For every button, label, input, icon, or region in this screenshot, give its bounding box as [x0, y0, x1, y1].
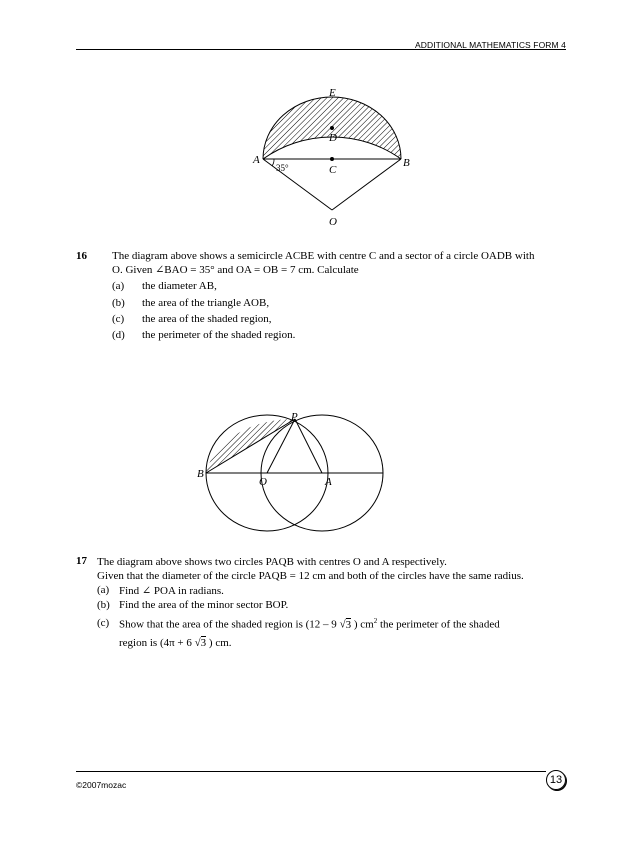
label-a: A [253, 154, 260, 166]
q17-part-c-text-a: Show that the area of the shaded region is (12 – 9 [119, 618, 340, 631]
point-c [330, 157, 334, 161]
q17-part-c-label: (c) [97, 617, 110, 629]
q16-part-c-text: the area of the shaded region, [142, 313, 272, 325]
q17-part-b-text: Find the area of the minor sector BOP. [119, 599, 289, 611]
q17-part-c-line2-root: 3 [200, 637, 207, 649]
point-d [330, 126, 334, 130]
q17-part-c-text [119, 617, 500, 631]
footer-rule [76, 771, 546, 772]
q17-number: 17 [76, 555, 87, 567]
q16-part-b-label: (b) [112, 297, 125, 309]
page-number-badge: 13 [546, 770, 566, 790]
q16-part-b-text: the area of the triangle AOB, [142, 297, 270, 309]
label-angle: 35° [276, 163, 289, 173]
q17-part-b-label: (b) [97, 599, 110, 611]
q16-number: 16 [76, 250, 87, 262]
q16-line-2: O. Given ∠BAO = 35° and OA = OB = 7 cm. Calculate [112, 264, 359, 276]
q17-part-c-line2-b: ) cm. [206, 637, 232, 649]
q16-part-a-text: the diameter AB, [142, 280, 217, 292]
footer-copyright: ©2007mozac [76, 780, 127, 790]
chord-bp [206, 419, 295, 473]
figure-2-diagram [0, 400, 638, 550]
q16-part-a-label: (a) [112, 280, 125, 292]
label-a2: A [325, 476, 332, 488]
label-d: D [329, 132, 337, 144]
q17-part-c-text-c: the perimeter of the shaded [377, 618, 500, 631]
q17-part-c-root: 3 [345, 618, 352, 631]
radius-oa [263, 159, 332, 210]
angle-arc [272, 159, 274, 166]
q17-part-c-line2-a: region is (4π + 6 [119, 637, 195, 649]
q16-line-1: The diagram above shows a semicircle ACBE with centre C and a sector of a circle OADB with [112, 250, 535, 262]
header-title: ADDITIONAL MATHEMATICS FORM 4 [414, 40, 566, 50]
label-b: B [403, 157, 410, 169]
radius-ob [332, 159, 401, 210]
label-e: E [329, 87, 336, 99]
label-o2: O [259, 476, 267, 488]
q17-line-2: Given that the diameter of the circle PAQB = 12 cm and both of the circles have the same radius. [97, 570, 524, 582]
label-o: O [329, 216, 337, 228]
line-pa [295, 419, 322, 473]
q17-part-a-label: (a) [97, 584, 110, 596]
q17-part-c-text-b: ) cm [351, 618, 374, 631]
q17-line-1: The diagram above shows two circles PAQB with centres O and A respectively. [97, 556, 447, 568]
q16-part-c-label: (c) [112, 313, 125, 325]
q17-part-c-sup: 2 [373, 617, 378, 625]
label-c: C [329, 164, 337, 176]
q17-part-c-line-2 [119, 637, 232, 649]
figure-1-diagram [0, 0, 638, 240]
sqrt-symbol: √ [339, 618, 346, 631]
label-b2: B [197, 468, 204, 480]
q16-part-d-text: the perimeter of the shaded region. [142, 329, 296, 341]
q16-part-d-label: (d) [112, 329, 125, 341]
q17-part-a-text: Find ∠ POA in radians. [119, 585, 224, 597]
sqrt-symbol-2: √ [194, 637, 201, 649]
label-p: P [291, 411, 298, 423]
